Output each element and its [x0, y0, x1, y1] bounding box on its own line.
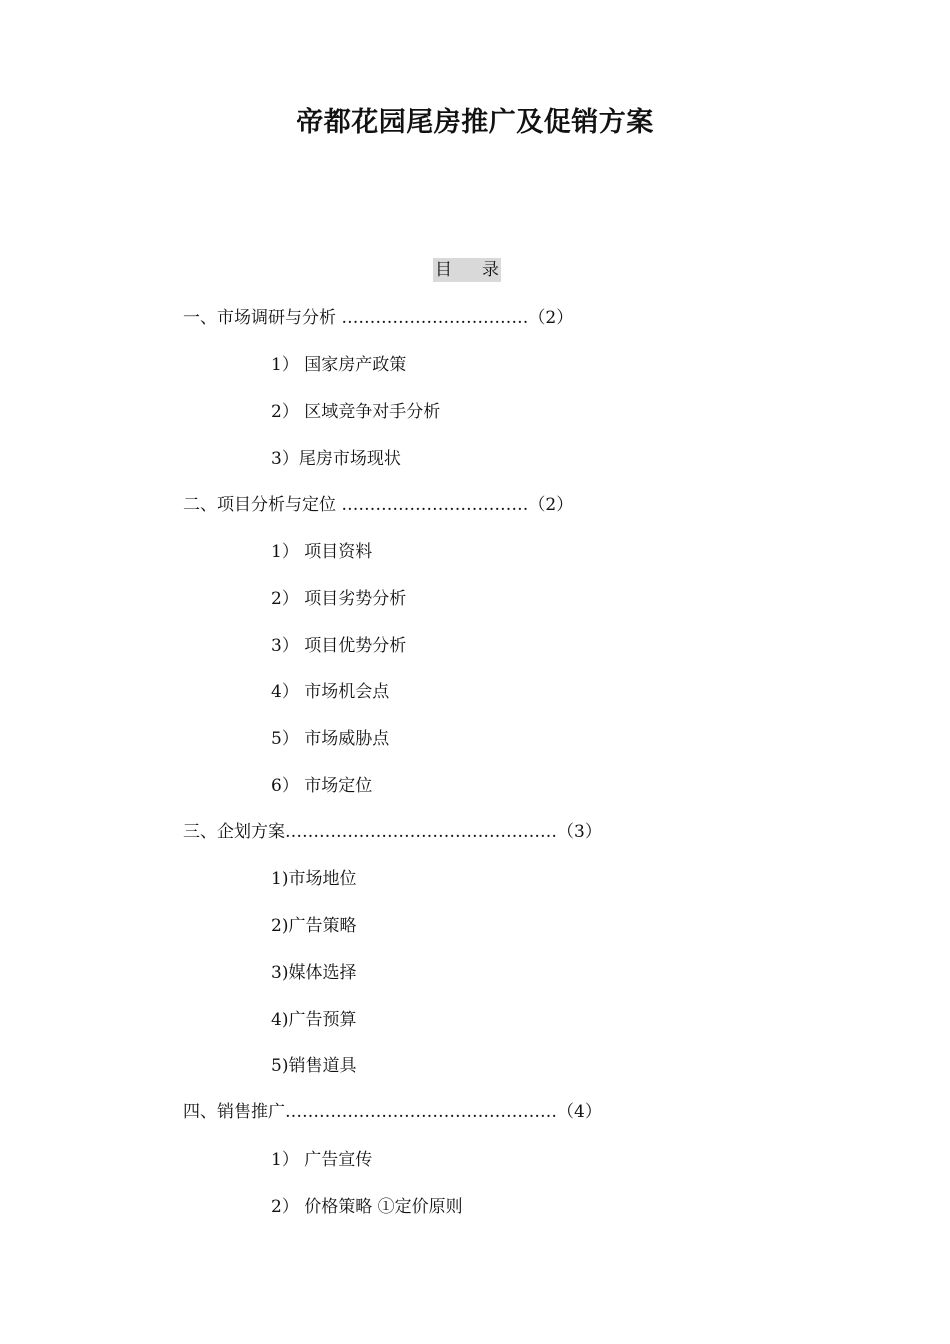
toc-subitem: 3）尾房市场现状: [271, 449, 401, 469]
document-title: 帝都花园尾房推广及促销方案: [296, 107, 654, 138]
toc-section: 二、项目分析与定位 ……………………………（2）: [183, 495, 574, 515]
toc-section: 一、市场调研与分析 ……………………………（2）: [183, 308, 574, 328]
toc-heading: [433, 258, 501, 282]
toc-heading-right: 录: [482, 260, 499, 280]
toc-subitem: 1） 项目资料: [271, 542, 373, 562]
toc-section: 四、销售推广…………………………………………（4）: [183, 1102, 602, 1122]
toc-subitem: 1） 国家房产政策: [271, 355, 407, 375]
toc-subitem: 4)广告预算: [271, 1010, 357, 1030]
toc-heading-left: 目: [435, 260, 452, 280]
toc-section: 三、企划方案…………………………………………（3）: [183, 822, 602, 842]
toc-subitem: 1)市场地位: [271, 869, 357, 889]
toc-subitem: 5)销售道具: [271, 1056, 357, 1076]
toc-subitem: 3)媒体选择: [271, 963, 357, 983]
toc-subitem: 3） 项目优势分析: [271, 636, 407, 656]
toc-subitem: 6） 市场定位: [271, 776, 373, 796]
toc-subitem: 2)广告策略: [271, 916, 357, 936]
toc-subitem: 1） 广告宣传: [271, 1150, 373, 1170]
toc-subitem: 2） 区域竞争对手分析: [271, 402, 441, 422]
toc-subitem: 5） 市场威胁点: [271, 729, 390, 749]
toc-subitem: 2） 项目劣势分析: [271, 589, 407, 609]
toc-subitem: 4） 市场机会点: [271, 682, 390, 702]
toc-subitem: 2） 价格策略 ①定价原则: [271, 1197, 463, 1217]
